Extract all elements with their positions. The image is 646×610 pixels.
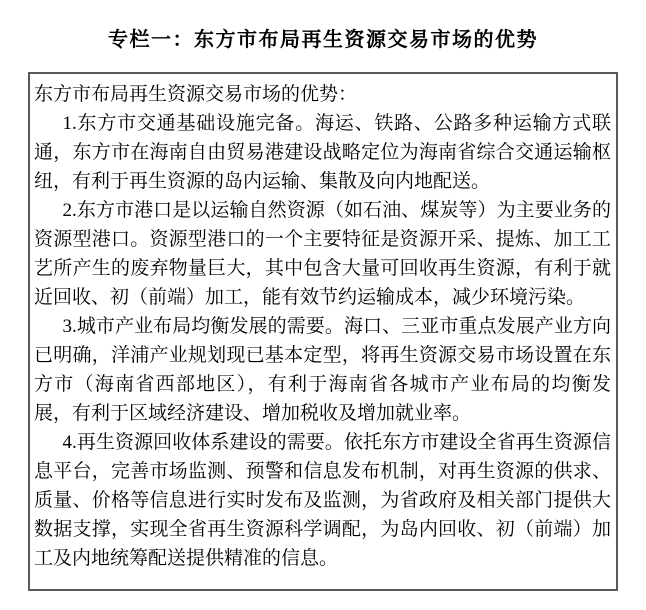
paragraph-1-transport: 1.东方市交通基础设施完备。海运、铁路、公路多种运输方式联通，东方市在海南自由贸易港建设战略定位为海南省综合交通运输枢纽，有利于再生资源的岛内运输、集散及向内地配送。 [34,113,611,192]
paragraph-2-port: 2.东方市港口是以运输自然资源（如石油、煤炭等）为主要业务的资源型港口。资源型港口的一个主要特征是资源开采、提炼、加工工艺所产生的废弃物量巨大，其中包含大量可回收再生资源，有利于就近回收、初（前端）加工，能有效节约运输成本，减少环境污染。 [34,200,611,308]
paragraph-4-recycling-system: 4.再生资源回收体系建设的需要。依托东方市建设全省再生资源信息平台，完善市场监测、预警和信息发布机制，对再生资源的供求、质量、价格等信息进行实时发布及监测，为省政府及相关部门提供大数据支撑，实现全省再生资源科学调配，为岛内回收、初（前端）加工及内地统筹配送提供精准的信息。 [34,432,611,569]
paragraph-3-industry-layout: 3.城市产业布局均衡发展的需要。海口、三亚市重点发展产业方向已明确，洋浦产业规划现已基本定型，将再生资源交易市场设置在东方市（海南省西部地区），有利于海南省各城市产业布局的均衡发展，有利于区域经济建设、增加税收及增加就业率。 [34,316,611,424]
box-heading: 东方市布局再生资源交易市场的优势： [34,84,358,105]
column-text-box [28,72,618,591]
column-title: 专栏一：东方市布局再生资源交易市场的优势 [108,29,538,51]
